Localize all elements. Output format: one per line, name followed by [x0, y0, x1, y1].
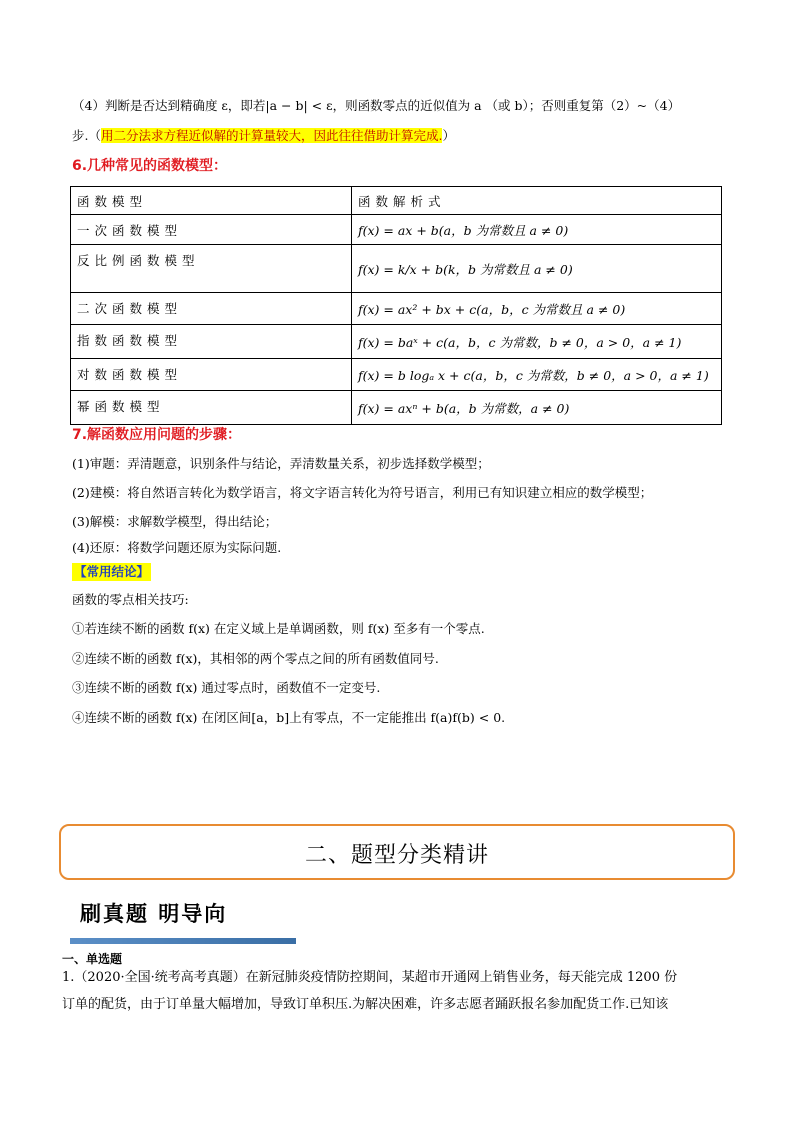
single-choice-heading: 一、单选题	[62, 952, 123, 966]
model-formula: f(x) = ax + b(a，b 为常数且 a ≠ 0)	[352, 215, 722, 245]
table-header-model: 函数模型	[71, 187, 352, 215]
model-name: 幂函数模型	[71, 391, 352, 425]
model-name: 二次函数模型	[71, 293, 352, 325]
model-formula: f(x) = k/x + b(k，b 为常数且 a ≠ 0)	[352, 245, 722, 293]
step4-highlight-note: 用二分法求方程近似解的计算量较大，因此往往借助计算完成.	[100, 128, 443, 143]
table-row	[71, 293, 722, 325]
section-banner	[59, 824, 735, 880]
step4-line2-prefix: 步.（	[72, 128, 101, 143]
step-item: (3)解模：求解数学模型，得出结论；	[72, 514, 278, 529]
title-underline-bar	[70, 938, 296, 944]
step4-line2-suffix: ）	[442, 128, 455, 143]
table-row	[71, 325, 722, 359]
model-formula: f(x) = baˣ + c(a，b，c 为常数，b ≠ 0，a > 0，a ≠ 1)	[352, 325, 722, 359]
model-name: 对数函数模型	[71, 359, 352, 391]
table-row	[71, 215, 722, 245]
tip-item: ②连续不断的函数 f(x)，其相邻的两个零点之间的所有函数值同号.	[72, 651, 439, 666]
section-banner-title: 二、题型分类精讲	[304, 843, 489, 868]
question1-line2: 订单的配货，由于订单量大幅增加，导致订单积压.为解决困难，许多志愿者踊跃报名参加配货工作.已知该	[62, 997, 669, 1012]
tip-item: ①若连续不断的函数 f(x) 在定义域上是单调函数，则 f(x) 至多有一个零点.	[72, 621, 485, 636]
model-name: 指数函数模型	[71, 325, 352, 359]
question1-line1: 1.（2020·全国·统考高考真题）在新冠肺炎疫情防控期间，某超市开通网上销售业务，每天能完成 1200 份	[62, 970, 678, 985]
step4-line2	[72, 127, 455, 145]
table-row	[71, 245, 722, 293]
section6-heading: 6.几种常见的函数模型：	[72, 158, 228, 174]
model-name: 一次函数模型	[71, 215, 352, 245]
common-conclusion-tag: 【常用结论】	[74, 564, 150, 579]
step-item: (2)建模：将自然语言转化为数学语言，将文字语言转化为符号语言，利用已有知识建立相应的数学模型；	[72, 485, 653, 500]
tips-intro: 函数的零点相关技巧:	[72, 592, 189, 607]
step-item: (4)还原：将数学问题还原为实际问题.	[72, 540, 282, 555]
section7-heading: 7.解函数应用问题的步骤：	[72, 427, 242, 443]
model-formula: f(x) = axⁿ + b(a，b 为常数，a ≠ 0)	[352, 391, 722, 425]
tip-item: ④连续不断的函数 f(x) 在闭区间[a，b]上有零点，不一定能推出 f(a)f(b) < 0.	[72, 710, 506, 725]
model-formula: f(x) = b logₐ x + c(a，b，c 为常数，b ≠ 0，a > 0，a ≠ 1)	[352, 359, 722, 391]
table-row	[71, 359, 722, 391]
table-header-formula: 函数解析式	[352, 187, 722, 215]
step4-line1: （4）判断是否达到精确度 ε，即若|a − b| < ε，则函数零点的近似值为 a （或 b）；否则重复第（2）~（4）	[72, 98, 681, 113]
step-item: (1)审题：弄清题意，识别条件与结论，弄清数量关系，初步选择数学模型；	[72, 456, 490, 471]
table-row	[71, 391, 722, 425]
model-name: 反比例函数模型	[71, 245, 352, 293]
brush-title: 刷真题 明导向	[80, 902, 228, 926]
table-header-row	[71, 187, 722, 215]
function-model-table	[70, 186, 722, 425]
tip-item: ③连续不断的函数 f(x) 通过零点时，函数值不一定变号.	[72, 680, 381, 695]
model-formula: f(x) = ax² + bx + c(a，b，c 为常数且 a ≠ 0)	[352, 293, 722, 325]
